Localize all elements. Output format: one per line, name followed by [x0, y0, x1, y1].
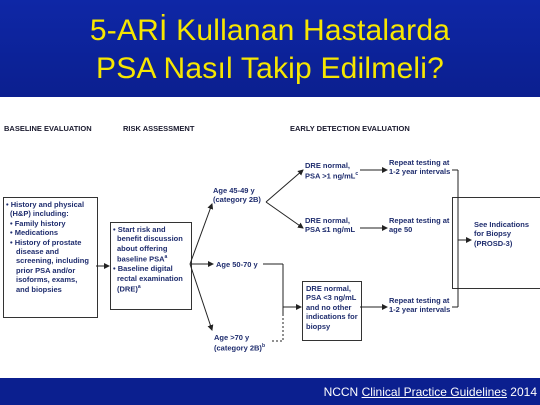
footer-link-text: Clinical Practice Guidelines: [361, 385, 507, 399]
title-band: [0, 0, 540, 97]
footer-citation: NCCN Clinical Practice Guidelines 2014: [323, 385, 537, 399]
baseline-line: • Family history: [10, 218, 66, 228]
risk-line: • Baseline digital: [113, 264, 173, 274]
risk-line: about offering: [117, 243, 168, 253]
dre-psa-under-1-label: DRE normal, PSA ≤1 ng/mL: [305, 216, 356, 235]
baseline-line: screening, including: [16, 256, 89, 266]
baseline-line: disease and: [16, 247, 59, 257]
see-indications-label: See Indications for Biopsy (PROSD-3): [474, 220, 530, 248]
risk-line: rectal examination: [117, 273, 183, 283]
slide-title-line-2: PSA Nasıl Takip Edilmeli?: [96, 52, 444, 85]
header-early-detection: EARLY DETECTION EVALUATION: [290, 124, 410, 133]
slide-title-line-1: 5-ARİ Kullanan Hastalarda: [89, 14, 451, 47]
repeat-testing-1-2-year-label-2: Repeat testing at 1-2 year intervals: [389, 296, 451, 315]
age-50-70-label: Age 50-70 y: [216, 260, 258, 269]
baseline-line: (H&P) including:: [10, 209, 69, 219]
baseline-line: • History and physical: [6, 200, 85, 209]
footnote-b: b: [261, 343, 265, 350]
repeat-testing-1-2-year-label: Repeat testing at 1-2 year intervals: [389, 158, 451, 177]
header-risk-assessment: RISK ASSESSMENT: [123, 124, 195, 133]
baseline-line: prior PSA and/or: [16, 265, 76, 275]
footnote-c: c: [355, 171, 359, 178]
risk-line: • Start risk and: [113, 225, 166, 234]
risk-list: [113, 225, 191, 294]
dre-psa-over-1-label: DRE normal, PSA >1 $ng/mL^c$: [305, 161, 359, 181]
risk-line: benefit discussion: [117, 234, 183, 244]
risk-line: baseline PSA$^a$: [117, 254, 168, 264]
dre-psa-under-3-label: DRE normal, PSA <3 ng/mL and no other indications for biopsy: [306, 284, 358, 331]
risk-line: (DRE)$^a$: [117, 283, 141, 294]
header-baseline-evaluation: BASELINE EVALUATION: [4, 124, 92, 133]
age-45-49-label: Age 45-49 y (category 2B): [213, 186, 261, 205]
footer-band: [0, 378, 540, 405]
baseline-list: [6, 200, 94, 294]
footnote-a: a: [137, 283, 141, 290]
baseline-line: isoforms, exams,: [16, 275, 78, 285]
age-70-label: Age >70 y (category 2B)$^b$: [214, 333, 265, 353]
baseline-line: • Medications: [10, 228, 59, 238]
footnote-a: a: [164, 254, 168, 261]
repeat-testing-age-50-label: Repeat testing at age 50: [389, 216, 450, 235]
baseline-line: and biopsies: [16, 284, 62, 294]
baseline-line: • History of prostate: [10, 237, 82, 247]
